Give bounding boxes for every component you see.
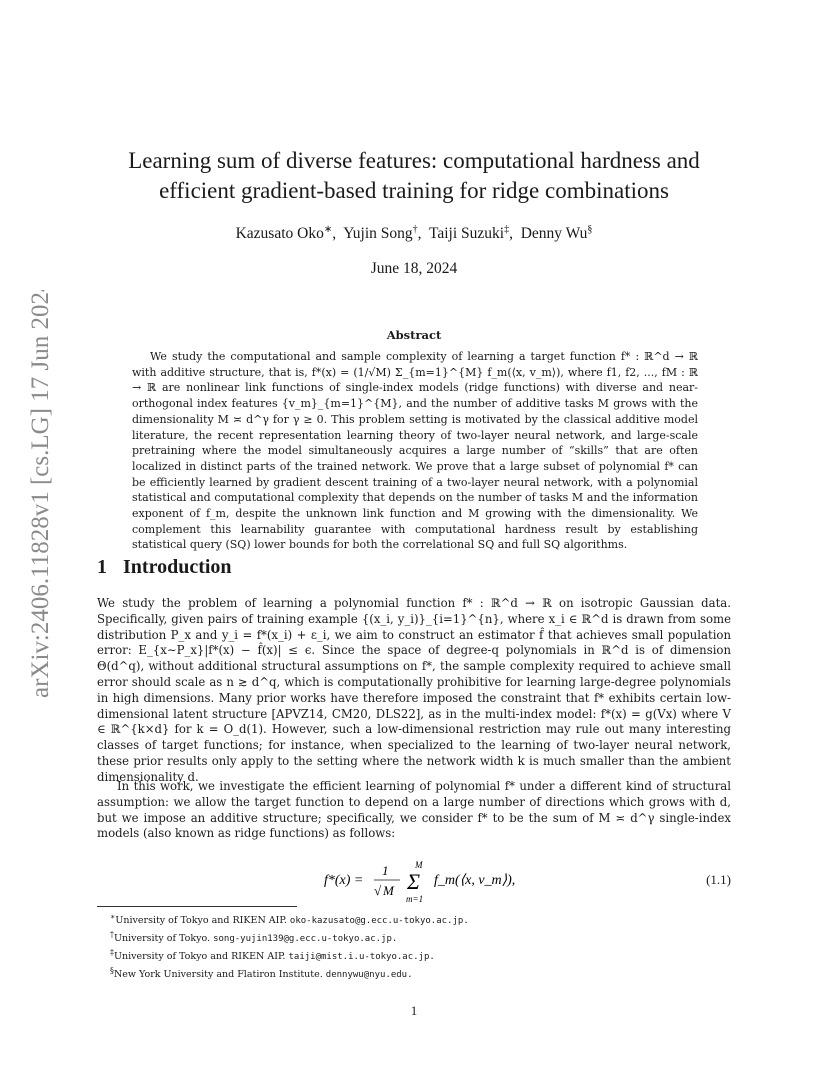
abstract-text: We study the computational and sample complexity of learning a target function f* : ℝ^d → ℝ with additive structure, that is, f*(x) = (1/√M) Σ_{m=1}^{M} f_m(⟨x, v_m⟩), where f1, f2, ..., fM : ℝ → ℝ are nonlinear link functions of single-index models (ridge functions) with diverse and near-orthogonal index features {v_m}_{m=1}^{M}, and the number of additive tasks M grows with the dimensionality M ≍ d^γ for γ ≥ 0. This problem setting is motivated by the classical additive model literature, the recent representation learning theory of two-layer neural network, and large-scale pretraining where the model simultaneously acquires a large number of “skills” that are often localized in distinct parts of the trained network. We prove that a large subset of polynomial f* can be efficiently learned by gradient descent training of a two-layer neural network, with a polynomial statistical and computational complexity that depends on the number of tasks M and the information exponent of f_m, despite the unknown link function and M growing with the dimensionality. We complement this learnability guarantee with computational hardness result by establishing statistical query (SQ) lower bounds for both the correlational SQ and full SQ algorithms. [132,350,698,552]
equation-formula [322,858,582,908]
author-name: Taiji Suzuki [428,225,505,243]
footnote-item [110,910,710,928]
paper-title [90,146,738,206]
footnote-email[interactable]: oko-kazusato@g.ecc.u-tokyo.ac.jp. [289,916,469,927]
svg-text:√: √ [374,883,382,898]
footnote-affiliation: University of Tokyo. [113,933,211,945]
author-mark: § [587,224,593,235]
author-mark: † [412,224,418,235]
equation-number: (1.1) [706,872,731,887]
section-heading [97,556,232,579]
footnote-mark: † [110,930,114,940]
footnote-mark: § [110,966,114,976]
page-number: 1 [410,1003,418,1018]
svg-text:M: M [415,860,423,870]
footnote-affiliation: New York University and Flatiron Institute. [113,969,323,981]
intro-paragraph-1: We study the problem of learning a polynomial function f* : ℝ^d → ℝ on isotropic Gaussian data. Specifically, given pairs of training example {(x_i, y_i)}_{i=1}^{n}, where x_i ∈ ℝ^d is drawn from some distribution P_x and y_i = f*(x_i) + ε_i, we aim to construct an estimator f̂ that achieves small population error: E_{x∼P_x}|f*(x) − f̂(x)| ≤ ϵ. Since the space of degree-q polynomials in ℝ^d is of dimension Θ(d^q), without additional structural assumptions on f*, the sample complexity required to achieve small error should scale as n ≳ d^q, which is computationally prohibitive for learning large-degree polynomials in high dimensions. Many prior works have therefore imposed the constraint that f* exhibits certain low-dimensional latent structure [APVZ14, CM20, DLS22], as in the multi-index model: f*(x) = g(Vx) where V ∈ ℝ^{k×d} for k = O_d(1). However, such a low-dimensional restriction may rule out many interesting classes of target functions; for instance, when specialized to the learning of two-layer neural network, these prior results only apply to the setting where the network width k is much smaller than the ambient dimensionality d. [97,596,731,784]
footnote-mark: ∗ [110,912,116,921]
author-mark: ∗ [323,224,333,235]
title-line-2: efficient gradient-based training for ridge combinations [159,178,669,203]
svg-text:f_m(⟨x, v_m⟩),: f_m(⟨x, v_m⟩), [434,873,516,888]
footnote-affiliation: University of Tokyo and RIKEN AIP. [115,915,287,927]
publication-date: June 18, 2024 [370,260,458,277]
equation-1-1 [97,860,731,904]
author-list: Kazusato Oko∗, Yujin Song†, Taiji Suzuki‡, Denny Wu§ [235,224,593,243]
author-mark: ‡ [504,224,510,235]
arxiv-side-identifier [8,290,64,700]
footnote-email[interactable]: song-yujin139@g.ecc.u-tokyo.ac.jp. [213,934,398,945]
svg-text:Σ: Σ [407,869,421,894]
footnote-email[interactable]: taiji@mist.i.u-tokyo.ac.jp. [288,952,435,963]
footnote-mark: ‡ [110,948,114,958]
title-line-1: Learning sum of diverse features: computational hardness and [128,148,700,173]
footnote-item [110,928,710,946]
footnote-email[interactable]: dennywu@nyu.edu. [325,970,413,981]
author-name: Kazusato Oko [235,225,324,243]
footnote-affiliation: University of Tokyo and RIKEN AIP. [113,951,286,963]
footnote-item [110,946,710,964]
arxiv-id-text: arXiv:2406.11828v1 [cs.LG] 17 Jun 2024 [27,290,54,698]
footnotes [110,910,710,983]
abstract-heading: Abstract [386,328,442,342]
section-title: Introduction [123,556,232,578]
author-name: Denny Wu [520,225,588,243]
footnote-item [110,964,710,982]
svg-text:f*(x) =: f*(x) = [324,873,364,888]
svg-text:m=1: m=1 [406,894,424,904]
intro-paragraph-2: In this work, we investigate the efficient learning of polynomial f* under a different kind of structural assumption: we allow the target function to depend on a large number of directions which grows with d, but we impose an additive structure; specifically, we consider f* to be the sum of M ≍ d^γ single-index models (also known as ridge functions) as follows: [97,779,731,841]
author-name: Yujin Song [343,225,413,243]
section-number: 1 [97,556,107,578]
svg-text:M: M [383,883,394,898]
svg-text:1: 1 [382,863,389,878]
footnote-rule [97,906,297,907]
